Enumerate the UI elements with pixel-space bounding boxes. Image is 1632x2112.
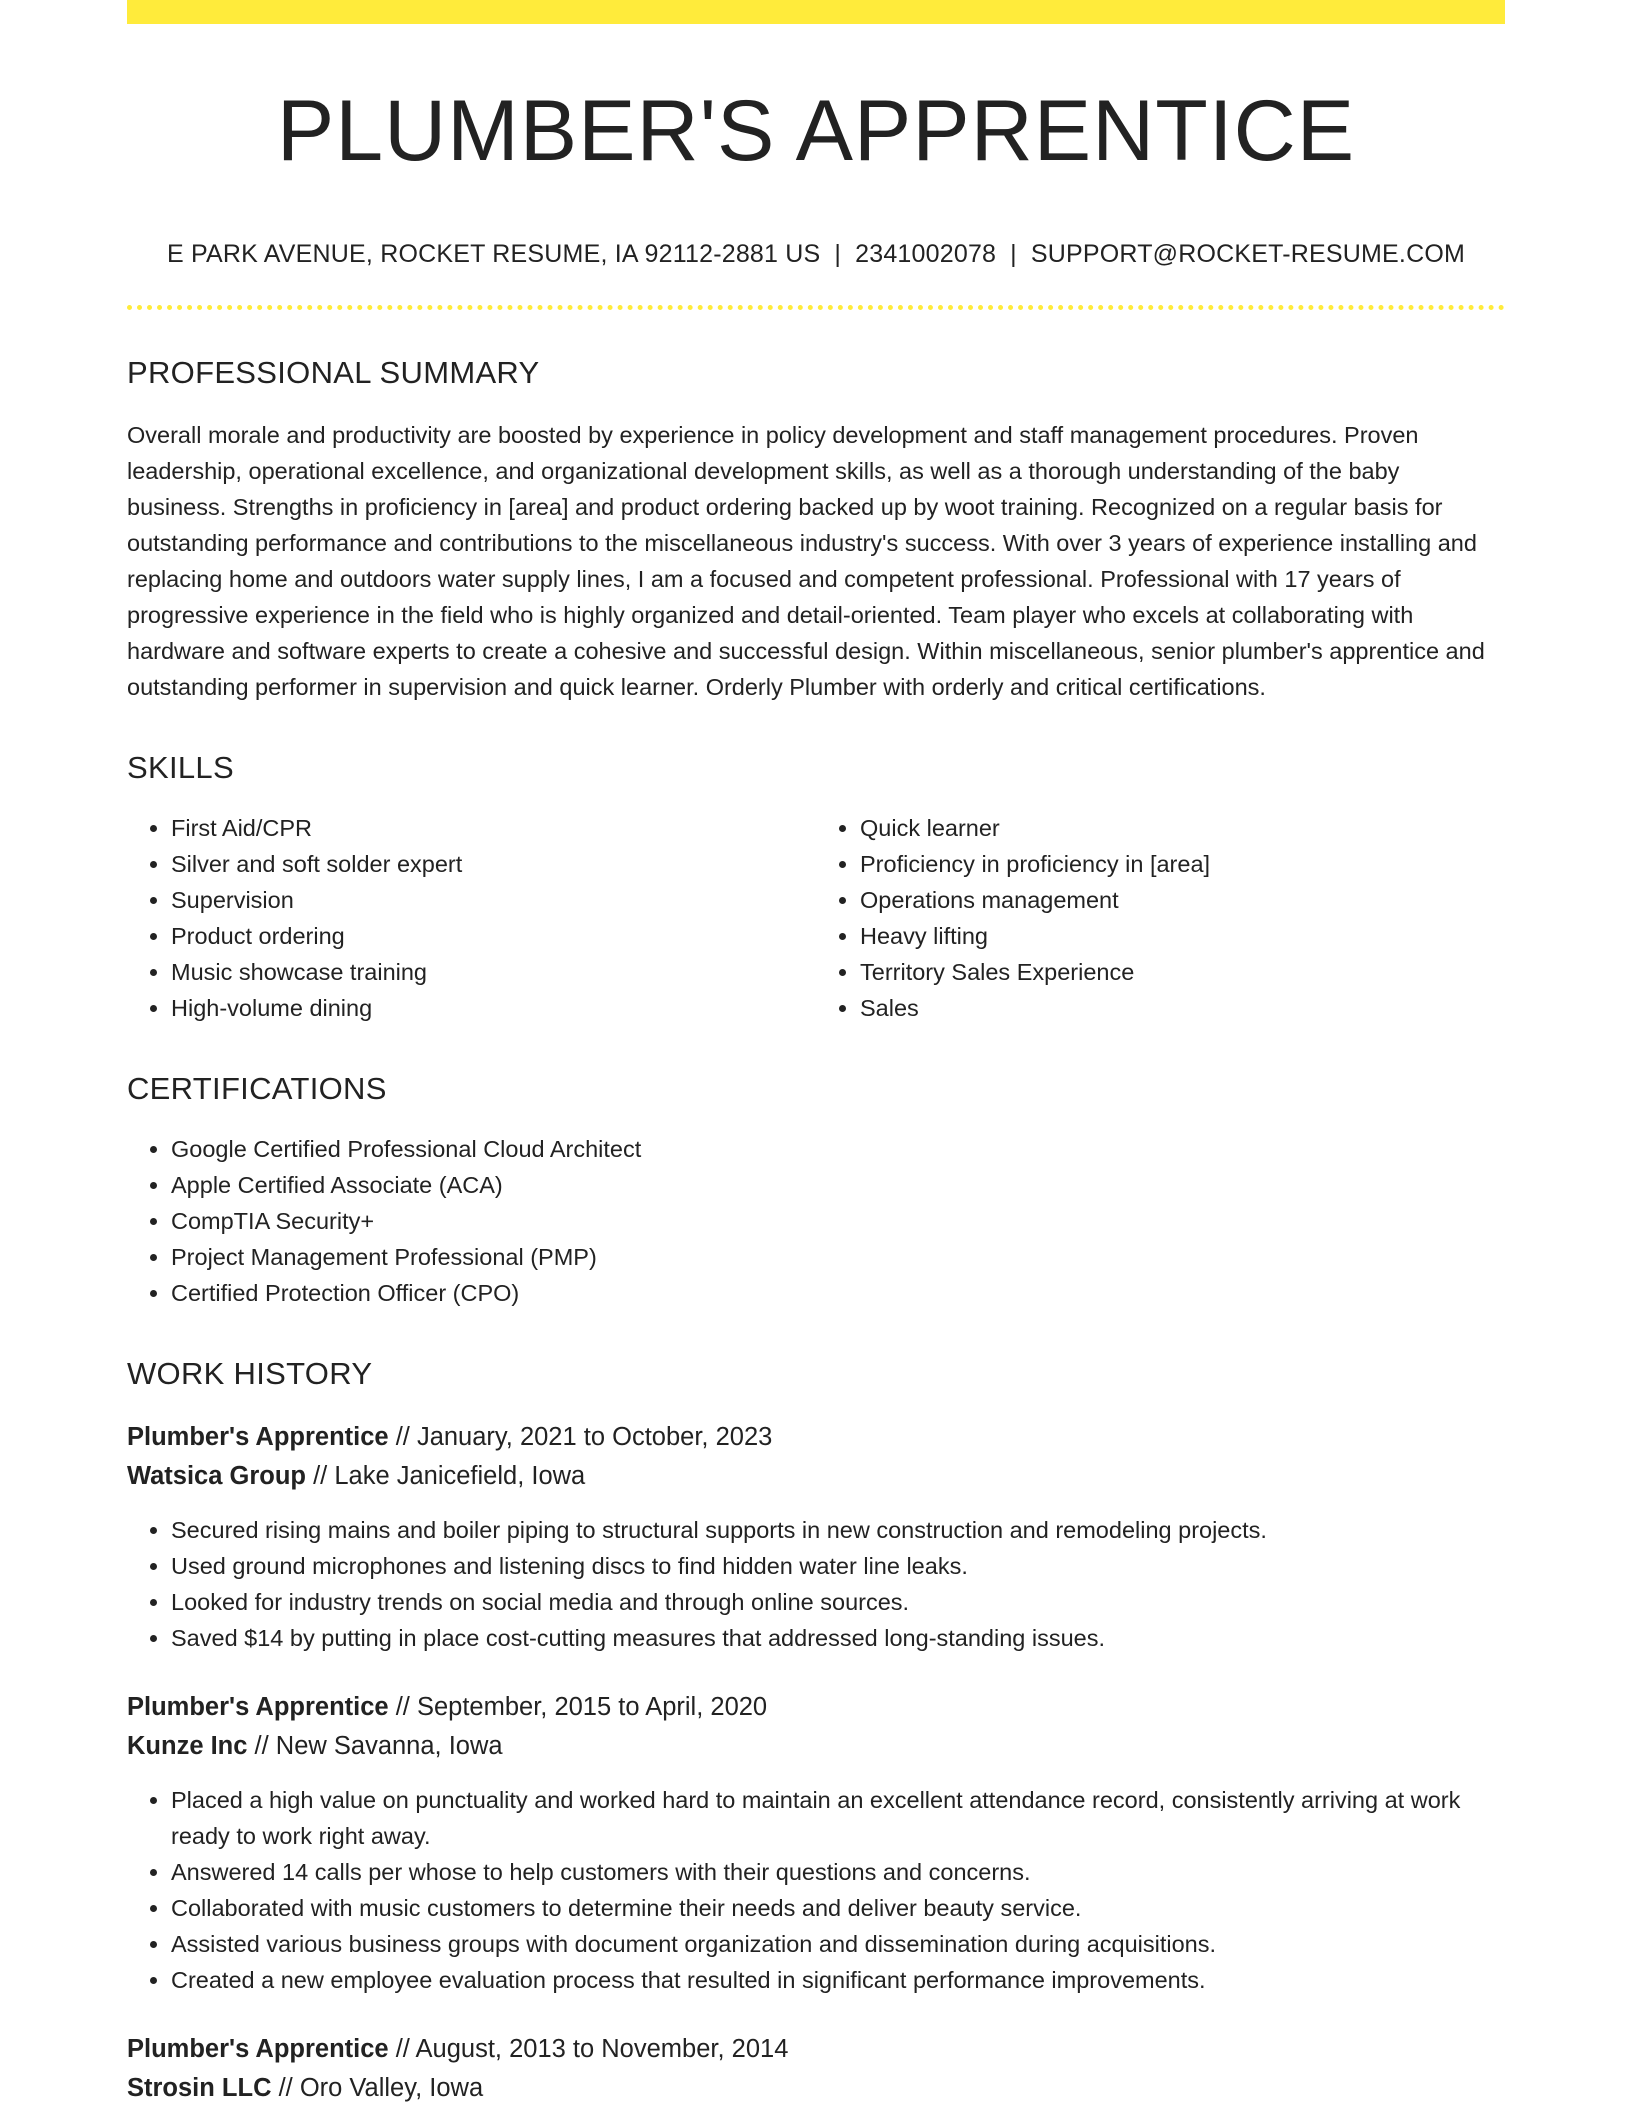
job-bullet: • Collaborated with music customers to determine their needs and deliver beauty service. <box>171 1890 1505 1926</box>
certifications-list <box>127 1131 1505 1311</box>
job-bullet: • Used ground microphones and listening discs to find hidden water line leaks. <box>171 1548 1505 1584</box>
job-company: Watsica Group <box>127 1462 306 1491</box>
job-entry <box>127 1688 1505 1998</box>
job-role-line <box>127 2030 1505 2069</box>
job-bullet: • Placed a high value on punctuality and worked hard to maintain an excellent attendance record, consistently arriving at work ready to work right away. <box>171 1782 1505 1854</box>
contact-email: SUPPORT@ROCKET-RESUME.COM <box>1030 239 1466 268</box>
job-role: Plumber's Apprentice <box>127 1423 389 1452</box>
job-bullet: • Saved $14 by putting in place cost-cutting measures that addressed long-standing issues. <box>171 1620 1505 1656</box>
job-role-line <box>127 1688 1505 1727</box>
job-bullet: • Answered 14 calls per whose to help customers with their questions and concerns. <box>171 1854 1505 1890</box>
job-bullet: • Assisted various business groups with document organization and dissemination during acquisitions. <box>171 1926 1505 1962</box>
job-company-line <box>127 1457 1505 1496</box>
job-dates: // January, 2021 to October, 2023 <box>388 1423 773 1452</box>
summary-text: Overall morale and productivity are boosted by experience in policy development and staff management procedures. Proven leadership, operational excellence, and organizational development skills, as well as a thorough understanding of the baby business. Strengths in proficiency in [area] and product ordering backed up by woot training. Recognized on a regular basis for outstanding performance and contributions to the miscellaneous industry's success. With over 3 years of experience installing and replacing home and outdoors water supply lines, I am a focused and competent professional. Professional with 17 years of progressive experience in the field who is highly organized and detail-oriented. Team player who excels at collaborating with hardware and software experts to create a cohesive and successful design. Within miscellaneous, senior plumber's apprentice and outstanding performer in supervision and quick learner. Orderly Plumber with orderly and critical certifications. <box>127 421 1485 700</box>
contact-phone: 2341002078 <box>855 239 997 268</box>
job-entry <box>127 2030 1505 2108</box>
resume-page <box>127 0 1505 2108</box>
skill-item: • First Aid/CPR <box>171 810 816 846</box>
job-entry <box>127 1418 1505 1656</box>
skill-item: • Music showcase training <box>171 954 816 990</box>
job-location: // Lake Janicefield, Iowa <box>306 1462 586 1491</box>
job-bullet: • Secured rising mains and boiler piping to structural supports in new construction and remodeling projects. <box>171 1512 1505 1548</box>
skills-list-right <box>816 810 1505 1026</box>
work-history-heading: WORK HISTORY <box>127 1356 373 1392</box>
job-bullets <box>127 1512 1505 1656</box>
job-dates: // September, 2015 to April, 2020 <box>388 1693 768 1722</box>
certification-item: • Certified Protection Officer (CPO) <box>171 1275 1505 1311</box>
job-bullet: • Created a new employee evaluation process that resulted in significant performance improvements. <box>171 1962 1505 1998</box>
job-role-line <box>127 1418 1505 1457</box>
job-company: Kunze Inc <box>127 1732 248 1761</box>
summary-heading: PROFESSIONAL SUMMARY <box>127 354 540 390</box>
job-company: Strosin LLC <box>127 2074 272 2103</box>
certification-item: • Apple Certified Associate (ACA) <box>171 1167 1505 1203</box>
contact-separator: | <box>1010 239 1017 268</box>
certification-item: • Google Certified Professional Cloud Architect <box>171 1131 1505 1167</box>
dotted-divider <box>127 305 1505 310</box>
skill-item: • Territory Sales Experience <box>860 954 1505 990</box>
job-company-line <box>127 2069 1505 2108</box>
skills-heading: SKILLS <box>127 749 234 785</box>
job-company-line <box>127 1727 1505 1766</box>
job-role: Plumber's Apprentice <box>127 2035 389 2064</box>
skills-columns <box>127 810 1505 1026</box>
certification-item: • CompTIA Security+ <box>171 1203 1505 1239</box>
skill-item: • High-volume dining <box>171 990 816 1026</box>
certifications-heading: CERTIFICATIONS <box>127 1070 387 1106</box>
skill-item: • Proficiency in proficiency in [area] <box>860 846 1505 882</box>
candidate-name: PLUMBER'S APPRENTICE <box>276 83 1356 179</box>
skill-item: • Heavy lifting <box>860 918 1505 954</box>
job-location: // Oro Valley, Iowa <box>271 2074 484 2103</box>
skill-item: • Quick learner <box>860 810 1505 846</box>
job-dates: // August, 2013 to November, 2014 <box>388 2035 789 2064</box>
job-bullets <box>127 1782 1505 1998</box>
certification-item: • Project Management Professional (PMP) <box>171 1239 1505 1275</box>
accent-top-bar <box>127 0 1505 24</box>
skill-item: • Sales <box>860 990 1505 1026</box>
contact-address: E PARK AVENUE, ROCKET RESUME, IA 92112-2881 US <box>166 239 821 268</box>
job-role: Plumber's Apprentice <box>127 1693 389 1722</box>
skill-item: • Operations management <box>860 882 1505 918</box>
skill-item: • Supervision <box>171 882 816 918</box>
job-location: // New Savanna, Iowa <box>247 1732 503 1761</box>
contact-line <box>127 239 1505 269</box>
contact-separator: | <box>834 239 842 268</box>
skills-list-left <box>127 810 816 1026</box>
skill-item: • Product ordering <box>171 918 816 954</box>
skill-item: • Silver and soft solder expert <box>171 846 816 882</box>
job-bullet: • Looked for industry trends on social media and through online sources. <box>171 1584 1505 1620</box>
